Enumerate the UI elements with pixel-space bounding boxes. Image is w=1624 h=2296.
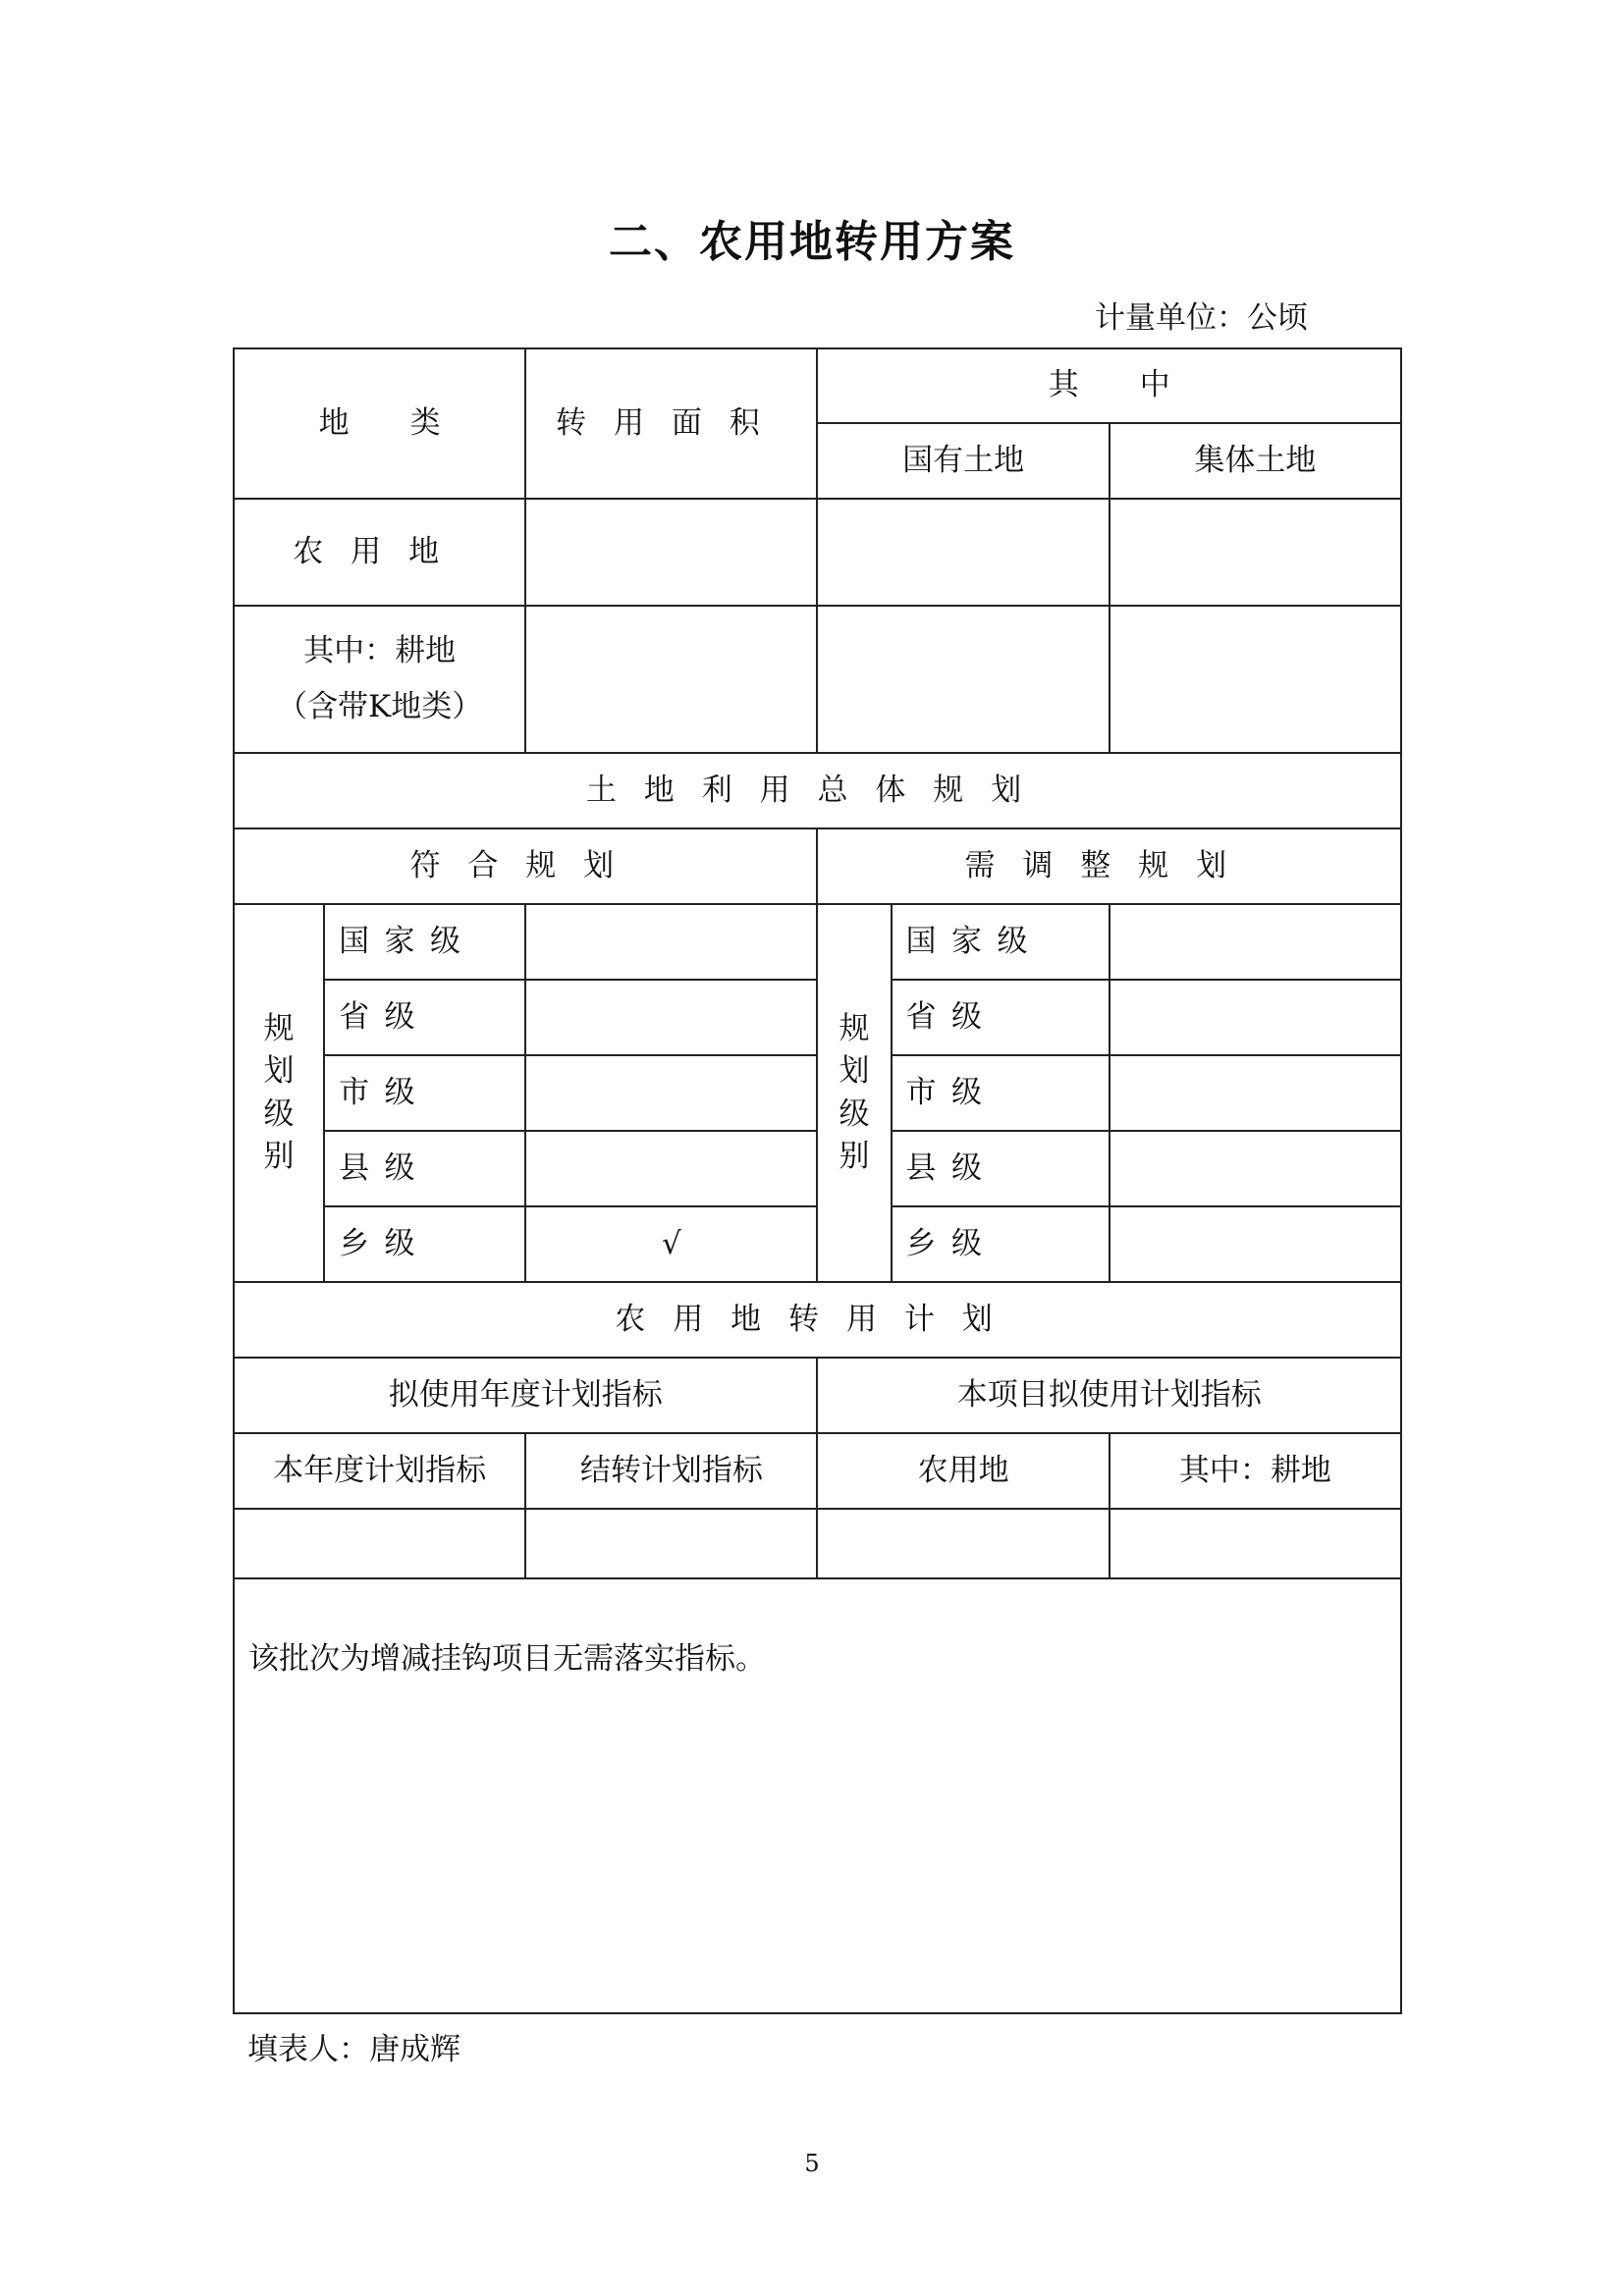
adjust-level-national: 国家级 [892,904,1110,980]
conforms-level-national: 国家级 [324,904,525,980]
conforms-level-city: 市级 [324,1055,525,1131]
level-char-4: 别 [263,1138,295,1174]
conforms-mark-township: √ [525,1206,817,1282]
conversion-plan-title: 农用地转用计划 [234,1282,1401,1358]
adjust-mark-city [1110,1055,1401,1131]
page-title: 二、农用地转用方案 [609,217,1015,267]
agri-land-state-cell [817,499,1109,606]
conforms-mark-city [525,1055,817,1131]
project-cultivated-cell [1110,1509,1401,1578]
adjust-mark-county [1110,1131,1401,1206]
header-collective-land: 集体土地 [1110,423,1401,499]
adjust-level-provincial: 省级 [892,980,1110,1055]
cultivated-collective-cell [1110,606,1401,753]
conversion-form-table [233,347,1402,2014]
row-cultivated-label [234,606,525,753]
note-text: 该批次为增减挂钩项目无需落实指标。 [248,1641,766,1677]
carry-over-indicator-cell [525,1509,817,1578]
adjust-mark-township [1110,1206,1401,1282]
cultivated-line-2: （含带K地类） [277,689,483,724]
header-state-land: 国有土地 [817,423,1109,499]
conforms-planning-header: 符合规划 [234,828,817,904]
header-of-which: 其 中 [817,348,1401,423]
adjust-level-city: 市级 [892,1055,1110,1131]
page-number: 5 [804,2150,820,2177]
header-converted-area: 转用面积 [525,348,817,499]
conforms-mark-provincial [525,980,817,1055]
adjust-level-label [817,904,891,1282]
form-filler: 填表人：唐成辉 [247,2032,460,2067]
needs-adjust-planning-header: 需调整规划 [817,828,1401,904]
project-agri-land-cell [817,1509,1109,1578]
agri-land-area-cell [525,499,817,606]
level-char-3: 级 [263,1095,295,1132]
conforms-level-county: 县级 [324,1131,525,1206]
conforms-mark-county [525,1131,817,1206]
conforms-mark-national [525,904,817,980]
adjust-mark-provincial [1110,980,1401,1055]
adjust-level-township: 乡级 [892,1206,1110,1282]
note-cell [234,1578,1401,2013]
this-year-indicator-cell [234,1509,525,1578]
level-char-1: 规 [263,1010,295,1046]
level-char-2: 划 [263,1053,295,1090]
cultivated-line-1: 其中：耕地 [303,632,457,668]
conforms-level-label [234,904,324,1282]
agri-land-collective-cell [1110,499,1401,606]
conforms-level-provincial: 省级 [324,980,525,1055]
level-char-4: 别 [839,1138,870,1174]
level-char-3: 级 [839,1095,870,1132]
unit-label: 计量单位：公顷 [1095,300,1308,336]
this-year-indicator-header: 本年度计划指标 [234,1433,525,1509]
annual-indicator-header: 拟使用年度计划指标 [234,1358,817,1433]
project-indicator-header: 本项目拟使用计划指标 [817,1358,1401,1433]
row-agri-land-label: 农用地 [234,499,525,606]
adjust-mark-national [1110,904,1401,980]
project-agri-land-header: 农用地 [817,1433,1109,1509]
conforms-level-township: 乡级 [324,1206,525,1282]
adjust-level-county: 县级 [892,1131,1110,1206]
planning-section-title: 土地利用总体规划 [234,753,1401,828]
header-land-type: 地 类 [234,348,525,499]
project-cultivated-header: 其中：耕地 [1110,1433,1401,1509]
carry-over-indicator-header: 结转计划指标 [525,1433,817,1509]
level-char-2: 划 [839,1053,870,1090]
cultivated-state-cell [817,606,1109,753]
level-char-1: 规 [839,1010,870,1046]
cultivated-area-cell [525,606,817,753]
